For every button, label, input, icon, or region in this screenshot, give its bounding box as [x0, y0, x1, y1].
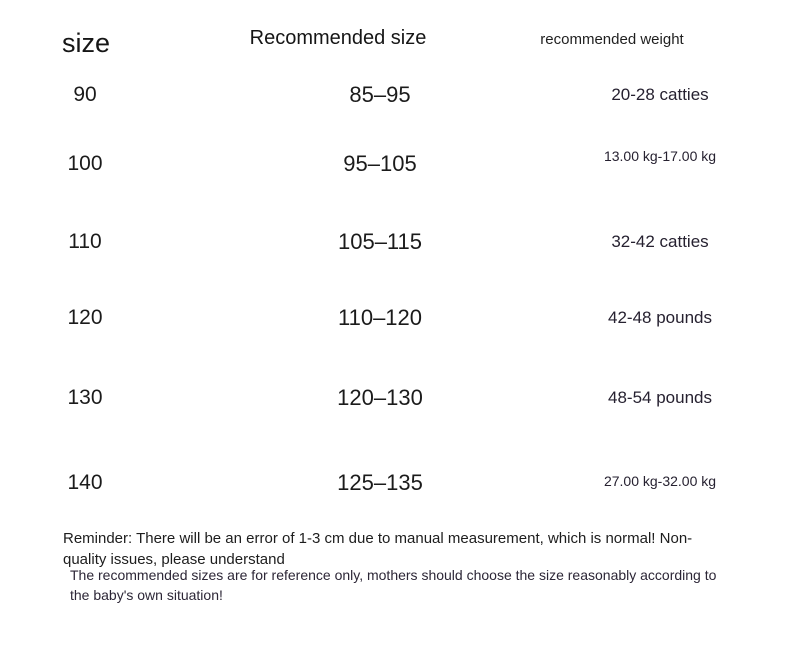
size-value: 140	[67, 471, 103, 494]
size-value: 110	[68, 230, 102, 253]
recommended-size-value: 125–135	[337, 470, 423, 495]
size-value: 130	[67, 386, 103, 409]
recommended-size-value: 110–120	[337, 305, 423, 330]
recommended-size-value: 105–115	[337, 229, 423, 254]
column-header-size: size	[62, 28, 111, 58]
recommended-weight-value: 13.00 kg-17.00 kg	[603, 148, 717, 164]
size-value: 90	[73, 83, 97, 106]
recommended-weight-value: 27.00 kg-32.00 kg	[603, 473, 717, 489]
size-value: 120	[67, 306, 103, 329]
column-header-recommended-size: Recommended size	[249, 27, 427, 49]
recommended-size-value: 85–95	[349, 82, 411, 107]
reminder-note: Reminder: There will be an error of 1-3 cm due to manual measurement, which is normal! Non-quality issues, please understand	[63, 530, 693, 568]
recommended-weight-value: 48-54 pounds	[608, 388, 712, 407]
column-header-recommended-weight: recommended weight	[540, 31, 684, 48]
size-value: 100	[67, 152, 103, 175]
recommended-size-value: 120–130	[337, 385, 423, 410]
recommended-weight-value: 42-48 pounds	[608, 308, 712, 327]
reference-note: The recommended sizes are for reference only, mothers should choose the size reasonably according to the baby's own situation!	[70, 567, 717, 603]
recommended-weight-value: 20-28 catties	[611, 85, 709, 104]
recommended-weight-value: 32-42 catties	[611, 232, 709, 251]
recommended-size-value: 95–105	[343, 151, 417, 176]
